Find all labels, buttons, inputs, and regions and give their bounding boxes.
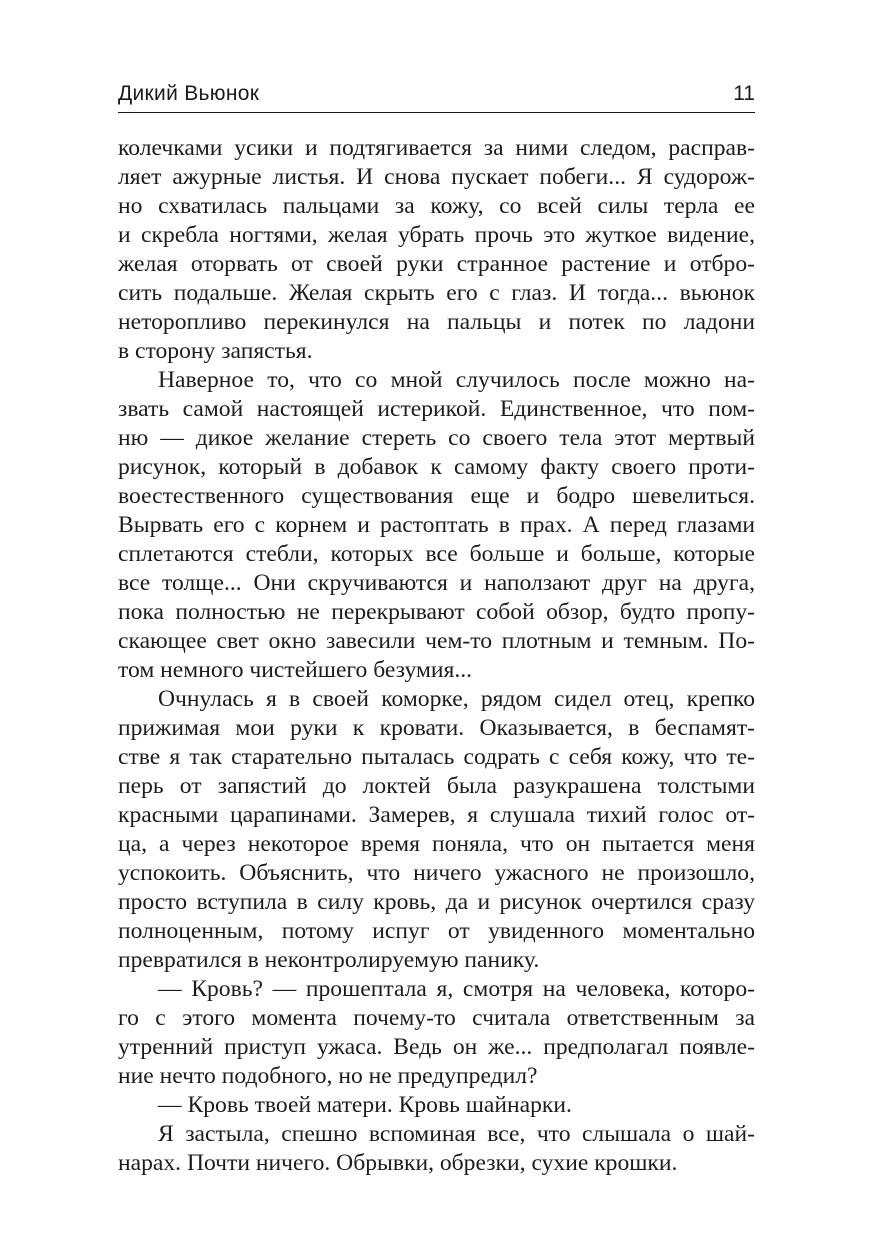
text-line: звать самой настоящей истерикой. Единственное, что пом- xyxy=(118,396,755,422)
text-line: пока полностью не перекрывают собой обзор, будто пропу- xyxy=(118,599,755,625)
text-line: Вырвать его с корнем и растоптать в прах. А перед глазами xyxy=(118,512,755,538)
text-line: просто вступила в силу кровь, да и рисунок очертился сразу xyxy=(118,889,755,915)
text-line: перь от запястий до локтей была разукрашена толстыми xyxy=(118,773,755,799)
text-line: скающее свет окно завесили чем-то плотным и темным. По- xyxy=(118,628,755,654)
text-line: полноценным, потому испуг от увиденного моментально xyxy=(118,918,755,944)
text-line: сить подальше. Желая скрыть его с глаз. И тогда... вьюнок xyxy=(118,280,755,306)
text-line: сплетаются стебли, которых все больше и больше, которые xyxy=(118,541,755,567)
text-line: нарах. Почти ничего. Обрывки, обрезки, сухие крошки. xyxy=(118,1150,678,1176)
text-line: Очнулась я в своей коморке, рядом сидел отец, крепко xyxy=(158,686,755,712)
text-line: колечками усики и подтягивается за ними следом, расправ- xyxy=(118,135,755,161)
text-line: неторопливо перекинулся на пальцы и потек по ладони xyxy=(118,309,755,335)
text-line: утренний приступ ужаса. Ведь он же... предполагал появле- xyxy=(118,1034,755,1060)
text-line: ца, а через некоторое время поняла, что он пытается меня xyxy=(118,831,755,857)
text-line: ляет ажурные листья. И снова пускает побеги... Я судорож- xyxy=(118,164,755,190)
text-line: рисунок, который в добавок к самому факту своего проти- xyxy=(118,454,755,480)
text-line: Наверное то, что со мной случилось после можно на- xyxy=(158,367,755,393)
text-line: — Кровь? — прошептала я, смотря на человека, которо- xyxy=(158,976,755,1002)
text-line: в сторону запястья. xyxy=(118,338,313,364)
body-text xyxy=(118,134,755,1178)
text-line: желая оторвать от своей руки странное растение и отбро- xyxy=(118,251,755,277)
text-line: и скребла ногтями, желая убрать прочь это жуткое видение, xyxy=(118,222,755,248)
text-line: но схватилась пальцами за кожу, со всей силы терла ее xyxy=(118,193,755,219)
text-line: ню — дикое желание стереть со своего тела этот мертвый xyxy=(118,425,755,451)
text-line: — Кровь твоей матери. Кровь шайнарки. xyxy=(158,1092,572,1118)
page-number: 11 xyxy=(733,82,755,105)
text-line: успокоить. Объяснить, что ничего ужасного не произошло, xyxy=(118,860,755,886)
text-line: превратился в неконтролируемую панику. xyxy=(118,947,540,973)
text-line: стве я так старательно пыталась содрать с себя кожу, что те- xyxy=(118,744,755,770)
text-line: прижимая мои руки к кровати. Оказывается, в беспамят- xyxy=(118,715,755,741)
running-title: Дикий Вьюнок xyxy=(118,82,260,105)
text-line: Я застыла, спешно вспоминая все, что слышала о шай- xyxy=(158,1121,755,1147)
text-line: воестественного существования еще и бодро шевелиться. xyxy=(118,483,755,509)
text-line: все толще... Они скручиваются и наползают друг на друга, xyxy=(118,570,755,596)
text-line: го с этого момента почему-то считала ответственным за xyxy=(118,1005,755,1031)
text-line: ние нечто подобного, но не предупредил? xyxy=(118,1063,538,1089)
running-header xyxy=(118,78,755,113)
text-line: том немного чистейшего безумия... xyxy=(118,657,473,683)
text-line: красными царапинами. Замерев, я слушала тихий голос от- xyxy=(118,802,755,828)
